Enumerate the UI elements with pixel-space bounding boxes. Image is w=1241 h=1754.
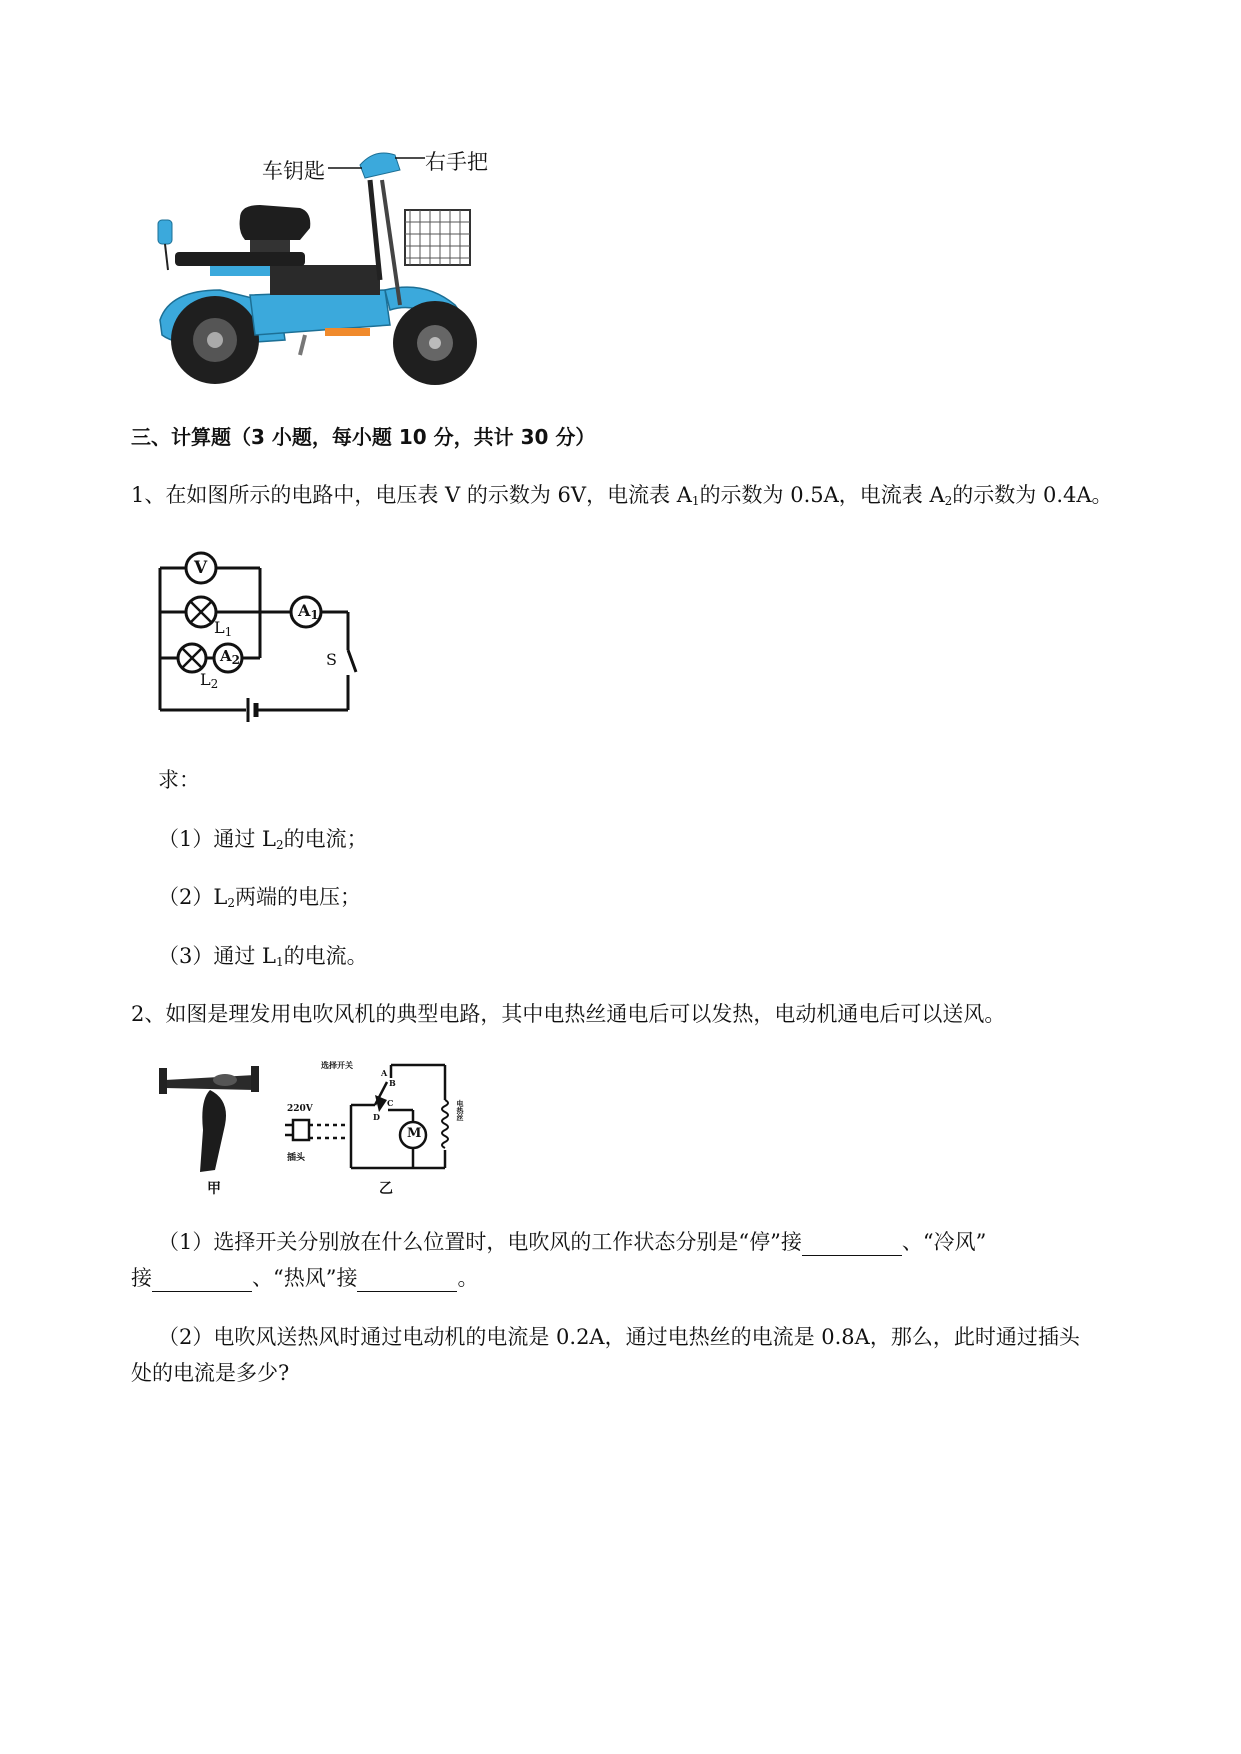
q2-part2-line2: 处的电流是多少? bbox=[131, 1361, 290, 1385]
answer-blank-cold[interactable] bbox=[152, 1271, 252, 1292]
fig-jia-label: 甲 bbox=[207, 1181, 221, 1197]
fig-d-label: D bbox=[373, 1112, 380, 1122]
scooter-figure bbox=[150, 140, 550, 430]
switch-label: S bbox=[326, 650, 337, 669]
fig-c-label: C bbox=[387, 1098, 394, 1108]
fig-plug-label: 插头 bbox=[287, 1153, 306, 1163]
q1-part1: （1）通过 $L_2$的电流； bbox=[158, 827, 368, 852]
q2-part1-line2: 接 、“热风”接 。 bbox=[131, 1266, 479, 1290]
fig-b-label: B bbox=[389, 1078, 396, 1088]
lamp1-label: $L_1$ bbox=[214, 618, 233, 639]
scooter-illustration bbox=[150, 140, 550, 430]
fig-motor-label: M bbox=[407, 1126, 422, 1141]
fig-yi-label: 乙 bbox=[379, 1181, 393, 1197]
q1-stem: 1、在如图所示的电路中，电压表 V 的示数为 6V，电流表 $A_1$的示数为 0.5A，电流表 $A_2$的示数为 0.4A。 bbox=[131, 483, 1113, 508]
q2-part1-line1: （1）选择开关分别放在什么位置时，电吹风的工作状态分别是“停”接 、“冷风” bbox=[158, 1230, 987, 1254]
ammeter1-label: $A_1$ bbox=[298, 601, 319, 622]
section-heading: 三、计算题（3 小题，每小题 10 分，共计 30 分） bbox=[131, 425, 596, 449]
q1-part3: （3）通过 $L_1$的电流。 bbox=[158, 944, 368, 969]
fig-heater-label: 电热丝 bbox=[456, 1100, 465, 1121]
q1-part2: $(2)L_2$两端的电压； bbox=[158, 885, 361, 910]
label-key: 车钥匙 bbox=[262, 159, 325, 183]
fig-switch-label: 选择开关 bbox=[321, 1060, 353, 1070]
lamp2-label: $L_2$ bbox=[200, 670, 219, 691]
hair-dryer-figure bbox=[155, 1060, 270, 1200]
q2-part2-line1: （2）电吹风送热风时通过电动机的电流是 0.2A，通过电热丝的电流是 0.8A，那么，此时通过插头 bbox=[158, 1325, 1080, 1349]
q1-ask: 求： bbox=[158, 768, 200, 792]
q1-circuit-diagram bbox=[150, 550, 370, 725]
hair-dryer-circuit-figure bbox=[283, 1060, 468, 1200]
voltmeter-label: V bbox=[194, 558, 208, 578]
label-handle: 右手把 bbox=[425, 150, 488, 174]
q2-stem: 2、如图是理发用电吹风机的典型电路，其中电热丝通电后可以发热，电动机通电后可以送风。 bbox=[131, 1002, 1006, 1026]
ammeter2-label: $A_2$ bbox=[220, 647, 240, 667]
fig-a-label: A bbox=[381, 1068, 388, 1078]
answer-blank-hot[interactable] bbox=[357, 1271, 457, 1292]
fig-voltage-label: 220V bbox=[287, 1104, 313, 1114]
answer-blank-stop[interactable] bbox=[802, 1235, 902, 1256]
